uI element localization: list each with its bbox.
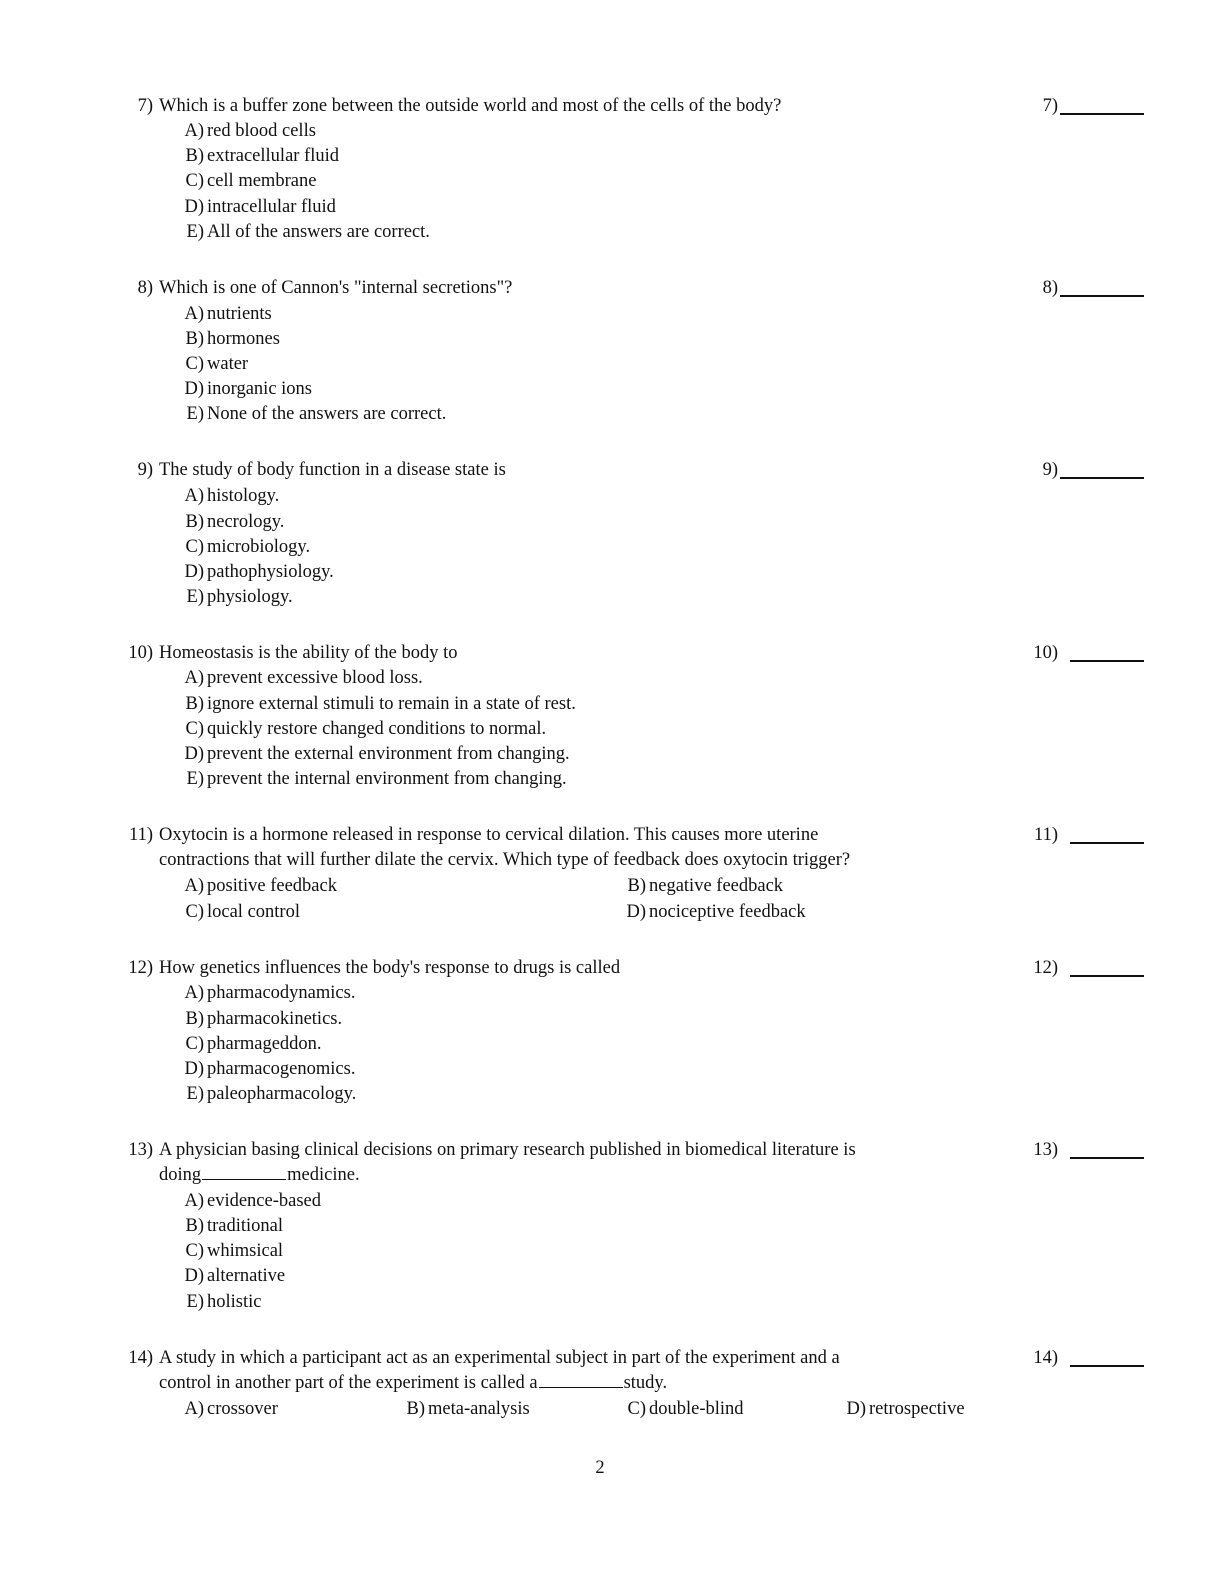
page-number: 2 bbox=[595, 1458, 605, 1478]
answer-label: 12) bbox=[1033, 958, 1058, 978]
question-stem-line-2: contractions that will further dilate the cervix. Which type of feedback does oxytocin trigger? bbox=[159, 850, 851, 870]
option-b[interactable]: B) necrology. bbox=[185, 512, 285, 532]
option-a[interactable]: A) histology. bbox=[184, 486, 280, 506]
answer-blank[interactable] bbox=[1060, 113, 1144, 115]
option-e[interactable]: E) paleopharmacology. bbox=[186, 1084, 357, 1104]
answer-label: 10) bbox=[1033, 643, 1058, 663]
fill-in-blank[interactable] bbox=[539, 1373, 623, 1388]
question-number: 8) bbox=[137, 278, 153, 298]
question-stem: How genetics influences the body's response to drugs is called bbox=[159, 958, 621, 978]
question-stem: The study of body function in a disease state is bbox=[159, 460, 506, 480]
option-d[interactable]: D) pharmacogenomics. bbox=[184, 1059, 356, 1079]
option-e[interactable]: E) All of the answers are correct. bbox=[186, 222, 430, 242]
answer-blank[interactable] bbox=[1070, 1365, 1144, 1367]
option-a[interactable]: A) red blood cells bbox=[184, 121, 316, 141]
question-stem: Oxytocin is a hormone released in response to cervical dilation. This causes more uterine bbox=[159, 825, 819, 845]
question-number: 9) bbox=[137, 460, 153, 480]
option-a[interactable]: A) positive feedback bbox=[184, 876, 337, 896]
option-c[interactable]: C) cell membrane bbox=[185, 171, 317, 191]
option-c[interactable]: C) whimsical bbox=[185, 1241, 284, 1261]
option-e[interactable]: E) prevent the internal environment from changing. bbox=[186, 769, 567, 789]
option-d[interactable]: D) nociceptive feedback bbox=[626, 902, 806, 922]
answer-blank[interactable] bbox=[1060, 295, 1144, 297]
option-d[interactable]: D) inorganic ions bbox=[184, 379, 312, 399]
option-d[interactable]: D) pathophysiology. bbox=[184, 562, 334, 582]
answer-label: 11) bbox=[1034, 825, 1058, 845]
answer-label: 14) bbox=[1033, 1348, 1058, 1368]
option-c[interactable]: C) local control bbox=[185, 902, 300, 922]
answer-label: 8) bbox=[1042, 278, 1058, 298]
option-c[interactable]: C) water bbox=[185, 354, 249, 374]
answer-label: 13) bbox=[1033, 1140, 1058, 1160]
answer-blank[interactable] bbox=[1070, 842, 1144, 844]
option-c[interactable]: C) microbiology. bbox=[185, 537, 311, 557]
question-number: 7) bbox=[137, 96, 153, 116]
question-stem: A physician basing clinical decisions on primary research published in biomedical literature is bbox=[159, 1140, 856, 1160]
option-d[interactable]: D) retrospective bbox=[846, 1399, 965, 1419]
question-stem-line-2: control in another part of the experiment is called a study. bbox=[159, 1373, 668, 1393]
question-number: 12) bbox=[128, 958, 153, 978]
answer-blank[interactable] bbox=[1060, 477, 1144, 479]
option-b[interactable]: B) pharmacokinetics. bbox=[185, 1009, 343, 1029]
answer-blank[interactable] bbox=[1070, 975, 1144, 977]
option-a[interactable]: A) pharmacodynamics. bbox=[184, 983, 356, 1003]
fill-in-blank[interactable] bbox=[202, 1165, 286, 1180]
option-d[interactable]: D) intracellular fluid bbox=[184, 197, 336, 217]
option-d[interactable]: D) alternative bbox=[184, 1266, 286, 1286]
question-stem-line-2: doing medicine. bbox=[159, 1165, 360, 1185]
question-number: 13) bbox=[128, 1140, 153, 1160]
question-stem: A study in which a participant act as an experimental subject in part of the experiment and a bbox=[159, 1348, 840, 1368]
option-e[interactable]: E) holistic bbox=[186, 1292, 262, 1312]
answer-blank[interactable] bbox=[1070, 1157, 1144, 1159]
option-a[interactable]: A) evidence-based bbox=[184, 1191, 322, 1211]
option-e[interactable]: E) None of the answers are correct. bbox=[186, 404, 447, 424]
option-a[interactable]: A) nutrients bbox=[184, 304, 272, 324]
question-number: 10) bbox=[128, 643, 153, 663]
option-b[interactable]: B) traditional bbox=[185, 1216, 284, 1236]
question-stem: Which is one of Cannon's "internal secretions"? bbox=[159, 278, 513, 298]
option-d[interactable]: D) prevent the external environment from changing. bbox=[184, 744, 570, 764]
option-c[interactable]: C) pharmageddon. bbox=[185, 1034, 322, 1054]
option-c[interactable]: C) double-blind bbox=[627, 1399, 744, 1419]
option-e[interactable]: E) physiology. bbox=[186, 587, 293, 607]
answer-label: 7) bbox=[1042, 96, 1058, 116]
option-b[interactable]: B) extracellular fluid bbox=[185, 146, 340, 166]
question-number: 14) bbox=[128, 1348, 153, 1368]
option-b[interactable]: B) hormones bbox=[185, 329, 280, 349]
option-a[interactable]: A) prevent excessive blood loss. bbox=[184, 668, 423, 688]
answer-label: 9) bbox=[1042, 460, 1058, 480]
option-b[interactable]: B) meta-analysis bbox=[406, 1399, 530, 1419]
question-stem: Homeostasis is the ability of the body to bbox=[159, 643, 458, 663]
option-b[interactable]: B) ignore external stimuli to remain in a state of rest. bbox=[185, 694, 576, 714]
question-number: 11) bbox=[129, 825, 153, 845]
question-stem: Which is a buffer zone between the outside world and most of the cells of the body? bbox=[159, 96, 782, 116]
option-a[interactable]: A) crossover bbox=[184, 1399, 278, 1419]
option-b[interactable]: B) negative feedback bbox=[627, 876, 784, 896]
answer-blank[interactable] bbox=[1070, 660, 1144, 662]
option-c[interactable]: C) quickly restore changed conditions to normal. bbox=[185, 719, 547, 739]
